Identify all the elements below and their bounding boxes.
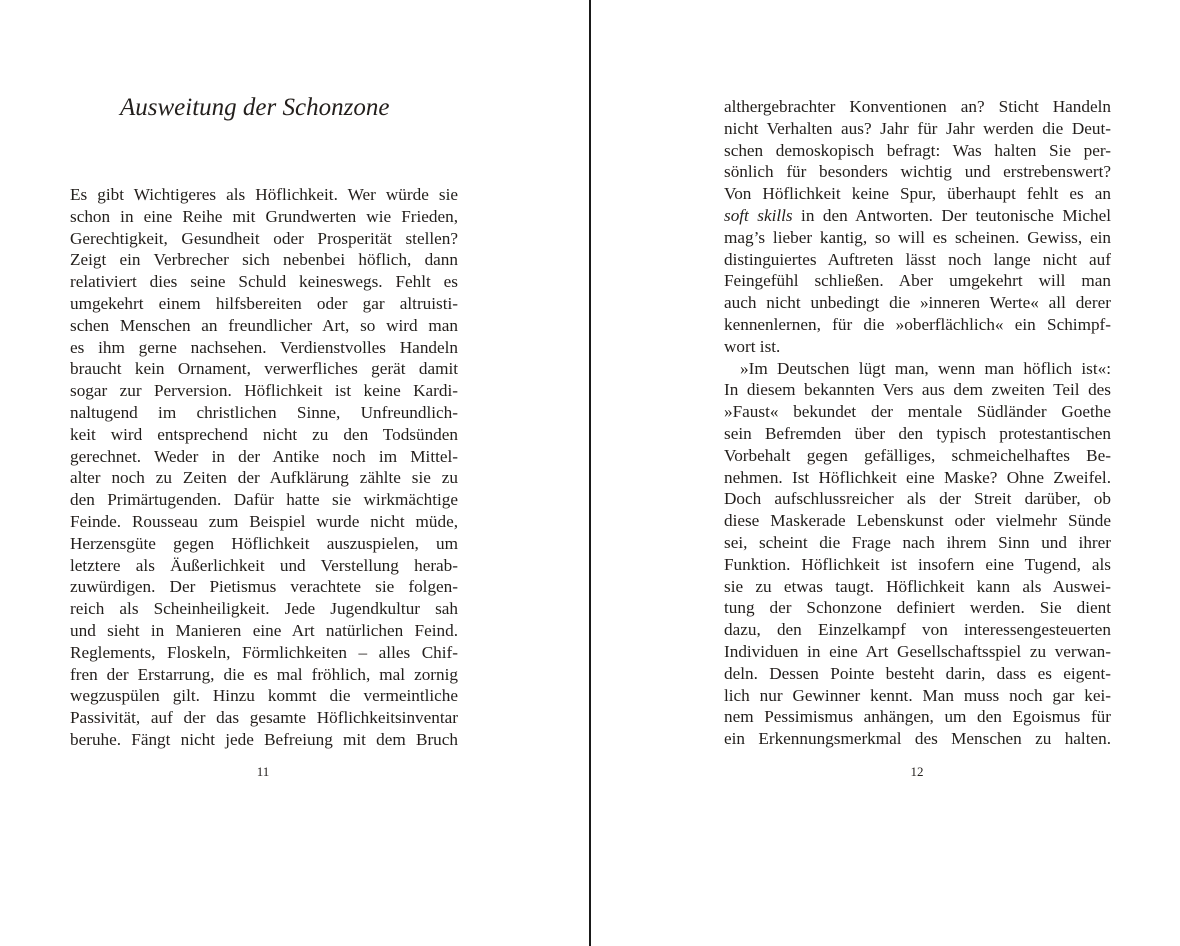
text-line: Herzensgüte gegen Höflichkeit auszuspielen, um	[70, 533, 458, 553]
text-line: wegzuspülen gilt. Hinzu kommt die vermeintliche	[70, 686, 458, 706]
line-text: nem Pessimismus anhängen, um den Egoismus für	[724, 707, 1111, 727]
text-line: braucht kein Ornament, verwerfliches gerät damit	[70, 359, 458, 379]
line-text: dazu, den Einzelkampf von interessengesteuerten	[724, 620, 1111, 640]
line-text: mag’s lieber kantig, so will es scheinen. Gewiss, ein	[724, 227, 1111, 247]
text-line: keit wird entsprechend nicht zu den Todsünden	[70, 424, 458, 444]
text-line	[724, 597, 1111, 619]
text-line	[724, 728, 1111, 750]
line-text: deln. Dessen Pointe besteht darin, dass es eigent-	[724, 663, 1111, 683]
text-line	[724, 270, 1111, 292]
line-text: sönlich für besonders wichtig und erstrebenswert?	[724, 162, 1111, 182]
text-line	[724, 488, 1111, 510]
text-line	[724, 641, 1111, 663]
text-line: und sieht in Manieren eine Art natürlichen Feind.	[70, 620, 458, 640]
text-line	[724, 358, 1111, 380]
text-line: alter noch zu Zeiten der Aufklärung zählte sie zu	[70, 468, 458, 488]
line-text: diese Maskerade Lebenskunst oder vielmehr Sünde	[724, 511, 1111, 531]
text-line: umgekehrt einem hilfsbereiten oder gar altruisti-	[70, 293, 458, 313]
line-text: distinguiertes Auftreten lässt noch lange nicht auf	[724, 249, 1111, 269]
text-line: fren der Erstarrung, die es mal fröhlich, mal zornig	[70, 664, 458, 684]
text-line: relativiert dies seine Schuld keineswegs. Fehlt es	[70, 272, 458, 292]
line-text: Vorbehalt gegen gefälliges, schmeichelhaftes Be-	[724, 445, 1111, 465]
text-line	[724, 554, 1111, 576]
line-text: sein Befremden über den typisch protestantischen	[724, 423, 1111, 443]
text-line: Reglements, Floskeln, Förmlichkeiten – alles Chif-	[70, 642, 458, 662]
text-line	[724, 249, 1111, 271]
right-page-body-text	[724, 96, 1111, 750]
line-text: Doch aufschlussreicher als der Streit darüber, ob	[724, 489, 1111, 509]
text-line	[724, 118, 1111, 140]
page-number-left: 11	[256, 764, 270, 779]
line-text: nehmen. Ist Höflichkeit eine Maske? Ohne Zweifel.	[724, 467, 1111, 487]
text-line: Passivität, auf der das gesamte Höflichkeitsinventar	[70, 708, 458, 728]
line-text: nicht Verhalten aus? Jahr für Jahr werden die Deut-	[724, 118, 1111, 138]
text-line	[724, 510, 1111, 532]
text-line	[724, 205, 1111, 227]
line-text: Feingefühl schließen. Aber umgekehrt will man	[724, 271, 1111, 291]
line-text: tung der Schonzone definiert werden. Sie dient	[724, 598, 1111, 618]
text-line: Gerechtigkeit, Gesundheit oder Prosperität stellen?	[70, 228, 458, 248]
left-page-body-text	[70, 184, 458, 751]
text-line: Feinde. Rousseau zum Beispiel wurde nicht müde,	[70, 511, 458, 531]
line-text: althergebrachter Konventionen an? Sticht Handeln	[724, 97, 1111, 116]
text-line	[724, 227, 1111, 249]
text-line	[724, 532, 1111, 554]
text-line	[724, 183, 1111, 205]
text-line	[724, 336, 1111, 358]
line-text: Von Höflichkeit keine Spur, überhaupt fehlt es an	[724, 184, 1111, 204]
text-line: zuwürdigen. Der Pietismus verachtete sie folgen-	[70, 577, 458, 597]
text-line: reich als Scheinheiligkeit. Jede Jugendkultur sah	[70, 599, 458, 619]
line-text: In diesem bekannten Vers aus dem zweiten Teil des	[724, 380, 1111, 400]
text-line	[724, 140, 1111, 162]
text-line: schon in eine Reihe mit Grundwerten wie Frieden,	[70, 206, 458, 226]
text-line	[724, 619, 1111, 641]
text-line: es ihm gerne nachsehen. Verdienstvolles Handeln	[70, 337, 458, 357]
line-text: ein Erkennungsmerkmal des Menschen zu halten.	[724, 729, 1111, 749]
text-line: naltugend im christlichen Sinne, Unfreundlich-	[70, 402, 458, 422]
text-line	[724, 292, 1111, 314]
text-line	[724, 685, 1111, 707]
line-text: wort ist.	[724, 336, 781, 356]
text-line: sogar zur Perversion. Höflichkeit ist keine Kardi-	[70, 381, 458, 401]
line-text: Individuen in eine Art Gesellschaftsspiel zu verwan-	[724, 641, 1111, 661]
text-line	[724, 161, 1111, 183]
line-text: in den Antworten. Der teutonische Michel	[792, 205, 1111, 225]
line-text: Funktion. Höflichkeit ist insofern eine Tugend, als	[724, 554, 1111, 574]
line-text: »Faust« bekundet der mentale Südländer Goethe	[724, 402, 1111, 422]
chapter-title: Ausweitung der Schonzone	[120, 94, 390, 121]
text-line: Zeigt ein Verbrecher sich nebenbei höflich, dann	[70, 250, 458, 270]
text-line	[724, 314, 1111, 336]
text-line	[724, 467, 1111, 489]
text-line: letztere als Äußerlichkeit und Verstellung herab-	[70, 555, 458, 575]
line-text: schen demoskopisch befragt: Was halten Sie per-	[724, 140, 1111, 160]
page-gutter-divider	[589, 0, 591, 946]
text-line: gerechnet. Weder in der Antike noch im Mittel-	[70, 446, 458, 466]
text-line	[724, 576, 1111, 598]
page-number-right: 12	[910, 764, 924, 779]
text-line: den Primärtugenden. Dafür hatte sie wirkmächtige	[70, 490, 458, 510]
text-line: schen Menschen an freundlicher Art, so wird man	[70, 315, 458, 335]
text-line	[724, 445, 1111, 467]
line-text: kennenlernen, für die »oberflächlich« ein Schimpf-	[724, 314, 1111, 334]
text-line	[724, 401, 1111, 423]
line-text: sei, scheint die Frage nach ihrem Sinn und ihrer	[724, 532, 1111, 552]
text-line: Es gibt Wichtigeres als Höflichkeit. Wer würde sie	[70, 185, 458, 204]
line-text: lich nur Gewinner kennt. Man muss noch gar kei-	[724, 685, 1111, 705]
text-line	[724, 379, 1111, 401]
line-text: auch nicht unbedingt die »inneren Werte« all derer	[724, 293, 1111, 313]
text-line	[724, 96, 1111, 118]
text-line	[724, 706, 1111, 728]
italic-phrase: soft skills	[724, 205, 793, 225]
text-line	[724, 423, 1111, 445]
text-line: beruhe. Fängt nicht jede Befreiung mit dem Bruch	[70, 729, 458, 749]
line-text: »Im Deutschen lügt man, wenn man höflich ist«:	[740, 358, 1111, 378]
text-line	[724, 663, 1111, 685]
line-text: sie zu etwas taugt. Höflichkeit kann als Auswei-	[724, 576, 1111, 596]
